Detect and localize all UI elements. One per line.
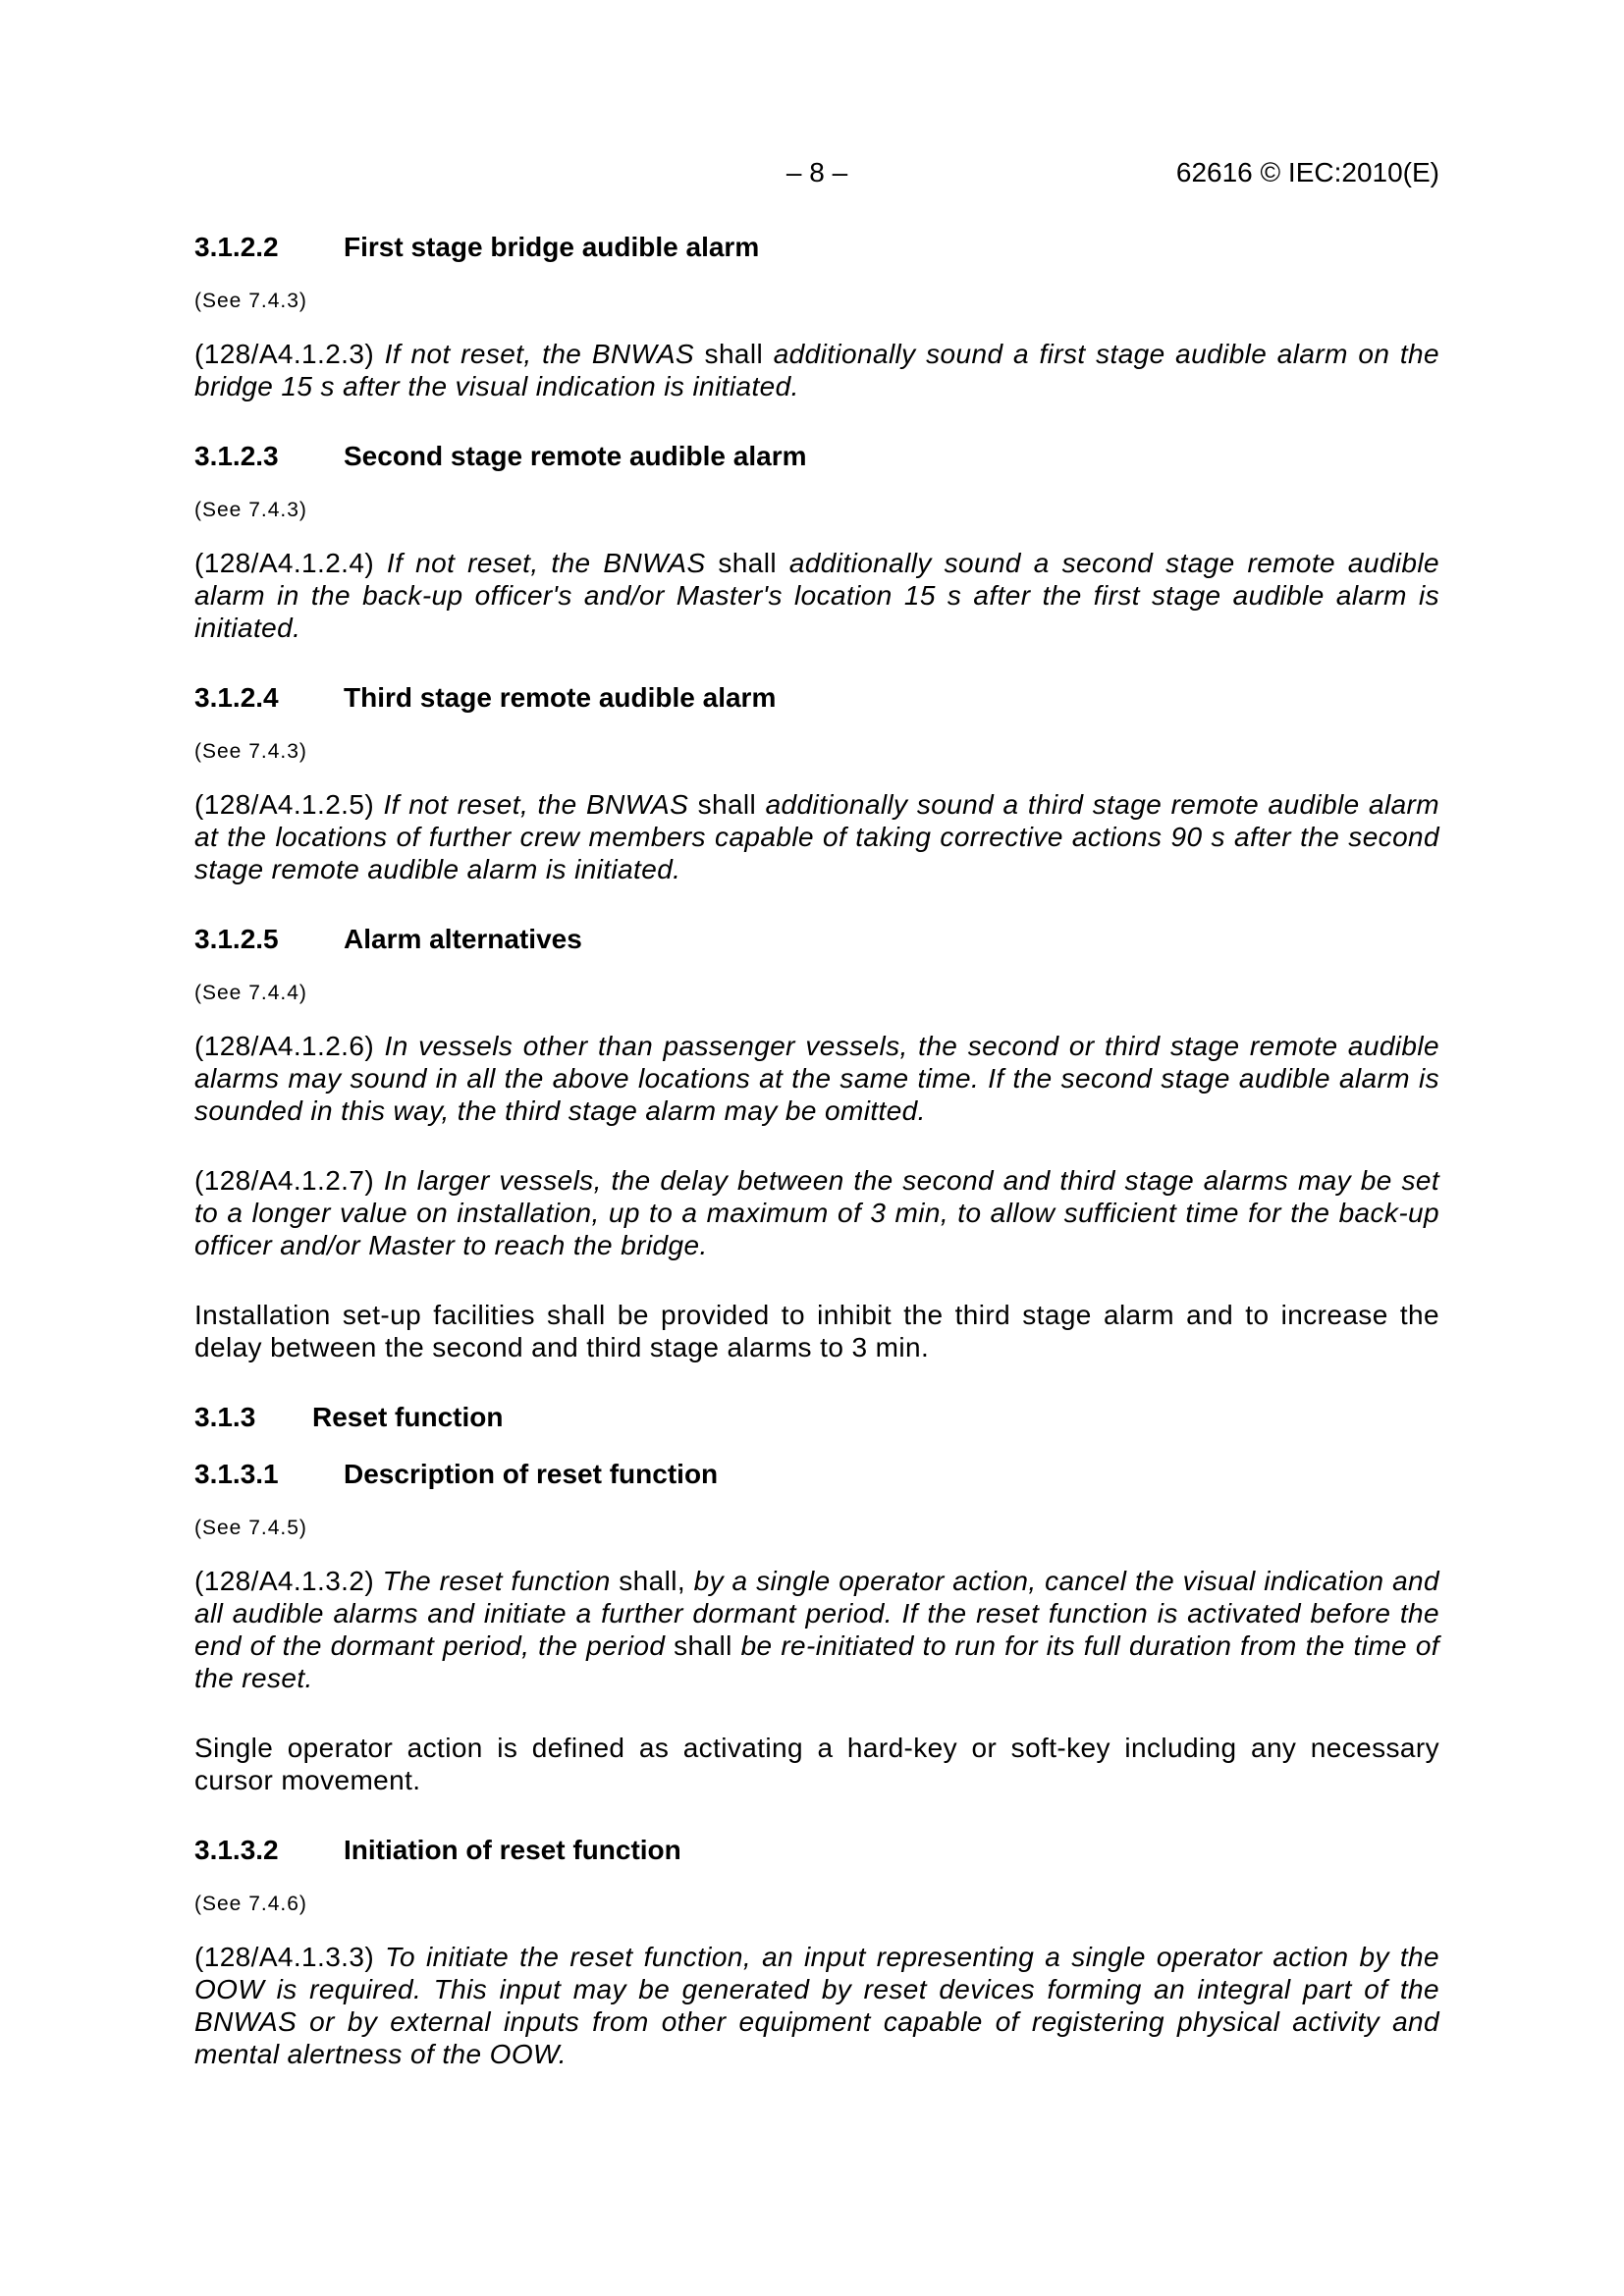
section-number: 3.1.2.3	[194, 441, 279, 471]
paragraph-text: In larger vessels, the delay between the second and third stage alarms may be set to a longer value on installation, up to a maximum of 3 min, to allow sufficient time for the back-up officer and/or Master to reach the bridge.	[194, 1165, 1440, 1260]
section-heading-3132	[194, 1833, 1439, 1868]
paragraph-text: additionally sound a first stage audible alarm on the bridge 15 s after the visual indication is initiated.	[194, 339, 1439, 401]
requirement-ref: (128/A4.1.2.7)	[194, 1165, 375, 1196]
section-title: Reset function	[312, 1402, 504, 1432]
section-number: 3.1.3.1	[194, 1459, 279, 1489]
paragraph-text: To initiate the reset function, an input representing a single operator action by the OOW is required. This input may be generated by reset devices forming an integral part of the BNWAS or by external inputs from other equipment capable of registering physical activity and mental alertness of the OOW.	[194, 1942, 1439, 2069]
see-reference: (See 7.4.5)	[194, 1517, 307, 1539]
page-header	[194, 157, 1439, 190]
section-number: 3.1.2.5	[194, 924, 279, 954]
paragraph-text: In vessels other than passenger vessels, the second or third stage remote audible alarms may sound in all the above locations at the same time. If the second stage audible alarm is sounded in this way, the third stage alarm may be omitted.	[194, 1031, 1439, 1126]
paragraph-text: If not reset, the BNWAS	[386, 548, 706, 578]
see-reference: (See 7.4.3)	[194, 740, 307, 763]
see-reference: (See 7.4.3)	[194, 499, 307, 521]
section-number: 3.1.2.4	[194, 682, 279, 713]
section-number: 3.1.2.2	[194, 232, 279, 262]
section-heading-3122	[194, 230, 1439, 265]
paragraph-text: additionally sound a second stage remote audible alarm in the back-up officer's and/or Master's location 15 s after the first stage audible alarm is initiated.	[194, 548, 1439, 643]
paragraph-text: be re-initiated to run for its full duration from the time of the reset.	[194, 1630, 1439, 1693]
section-heading-3123	[194, 439, 1439, 474]
section-title: Initiation of reset function	[344, 1835, 681, 1865]
requirement-paragraph	[194, 788, 1439, 885]
section-title: First stage bridge audible alarm	[344, 232, 760, 262]
requirement-paragraph	[194, 1030, 1439, 1127]
requirement-paragraph	[194, 547, 1439, 644]
paragraph-text: If not reset, the BNWAS	[384, 339, 694, 369]
requirement-ref: (128/A4.1.3.3)	[194, 1942, 375, 1972]
section-title: Description of reset function	[344, 1459, 719, 1489]
paragraph-text: If not reset, the BNWAS	[383, 789, 689, 820]
paragraph-text: shall	[697, 789, 757, 820]
document-reference: 62616 © IEC:2010(E)	[1175, 157, 1439, 187]
section-title: Third stage remote audible alarm	[344, 682, 777, 713]
section-heading-3124	[194, 680, 1439, 716]
body-paragraph: Installation set-up facilities shall be provided to inhibit the third stage alarm and to increase the delay between the second and third stage alarms to 3 min.	[194, 1300, 1439, 1362]
requirement-paragraph	[194, 338, 1439, 402]
paragraph-text: by a single operator action, cancel the visual indication and all audible alarms and initiate a further dormant period. If the reset function is activated before the end of the dormant period, the period	[194, 1566, 1439, 1661]
section-heading-3125	[194, 922, 1439, 957]
paragraph-text: shall	[704, 339, 764, 369]
section-number: 3.1.3.2	[194, 1835, 279, 1865]
requirement-paragraph	[194, 1565, 1439, 1694]
page-number: – 8 –	[785, 157, 848, 187]
section-number: 3.1.3	[194, 1402, 256, 1432]
paragraph-text: shall	[674, 1630, 732, 1661]
requirement-ref: (128/A4.1.3.2)	[194, 1566, 375, 1596]
section-title: Alarm alternatives	[344, 924, 582, 954]
requirement-paragraph	[194, 1164, 1439, 1261]
paragraph-text: additionally sound a third stage remote audible alarm at the locations of further crew members capable of taking corrective actions 90 s after the second stage remote audible alarm is initiated.	[194, 789, 1440, 884]
paragraph-text: The reset function	[382, 1566, 611, 1596]
requirement-ref: (128/A4.1.2.5)	[194, 789, 375, 820]
paragraph-text: shall,	[619, 1566, 686, 1596]
document-body	[194, 230, 1439, 2070]
see-reference: (See 7.4.6)	[194, 1893, 307, 1915]
see-reference: (See 7.4.4)	[194, 982, 307, 1004]
body-paragraph: Single operator action is defined as activating a hard-key or soft-key including any necessary cursor movement.	[194, 1733, 1439, 1795]
requirement-ref: (128/A4.1.2.6)	[194, 1031, 375, 1061]
section-heading-3131	[194, 1457, 1439, 1492]
requirement-ref: (128/A4.1.2.3)	[194, 339, 375, 369]
see-reference: (See 7.4.3)	[194, 290, 307, 312]
requirement-paragraph	[194, 1941, 1439, 2070]
paragraph-text: shall	[718, 548, 777, 578]
section-heading-313	[194, 1400, 1439, 1435]
requirement-ref: (128/A4.1.2.4)	[194, 548, 375, 578]
section-title: Second stage remote audible alarm	[344, 441, 807, 471]
